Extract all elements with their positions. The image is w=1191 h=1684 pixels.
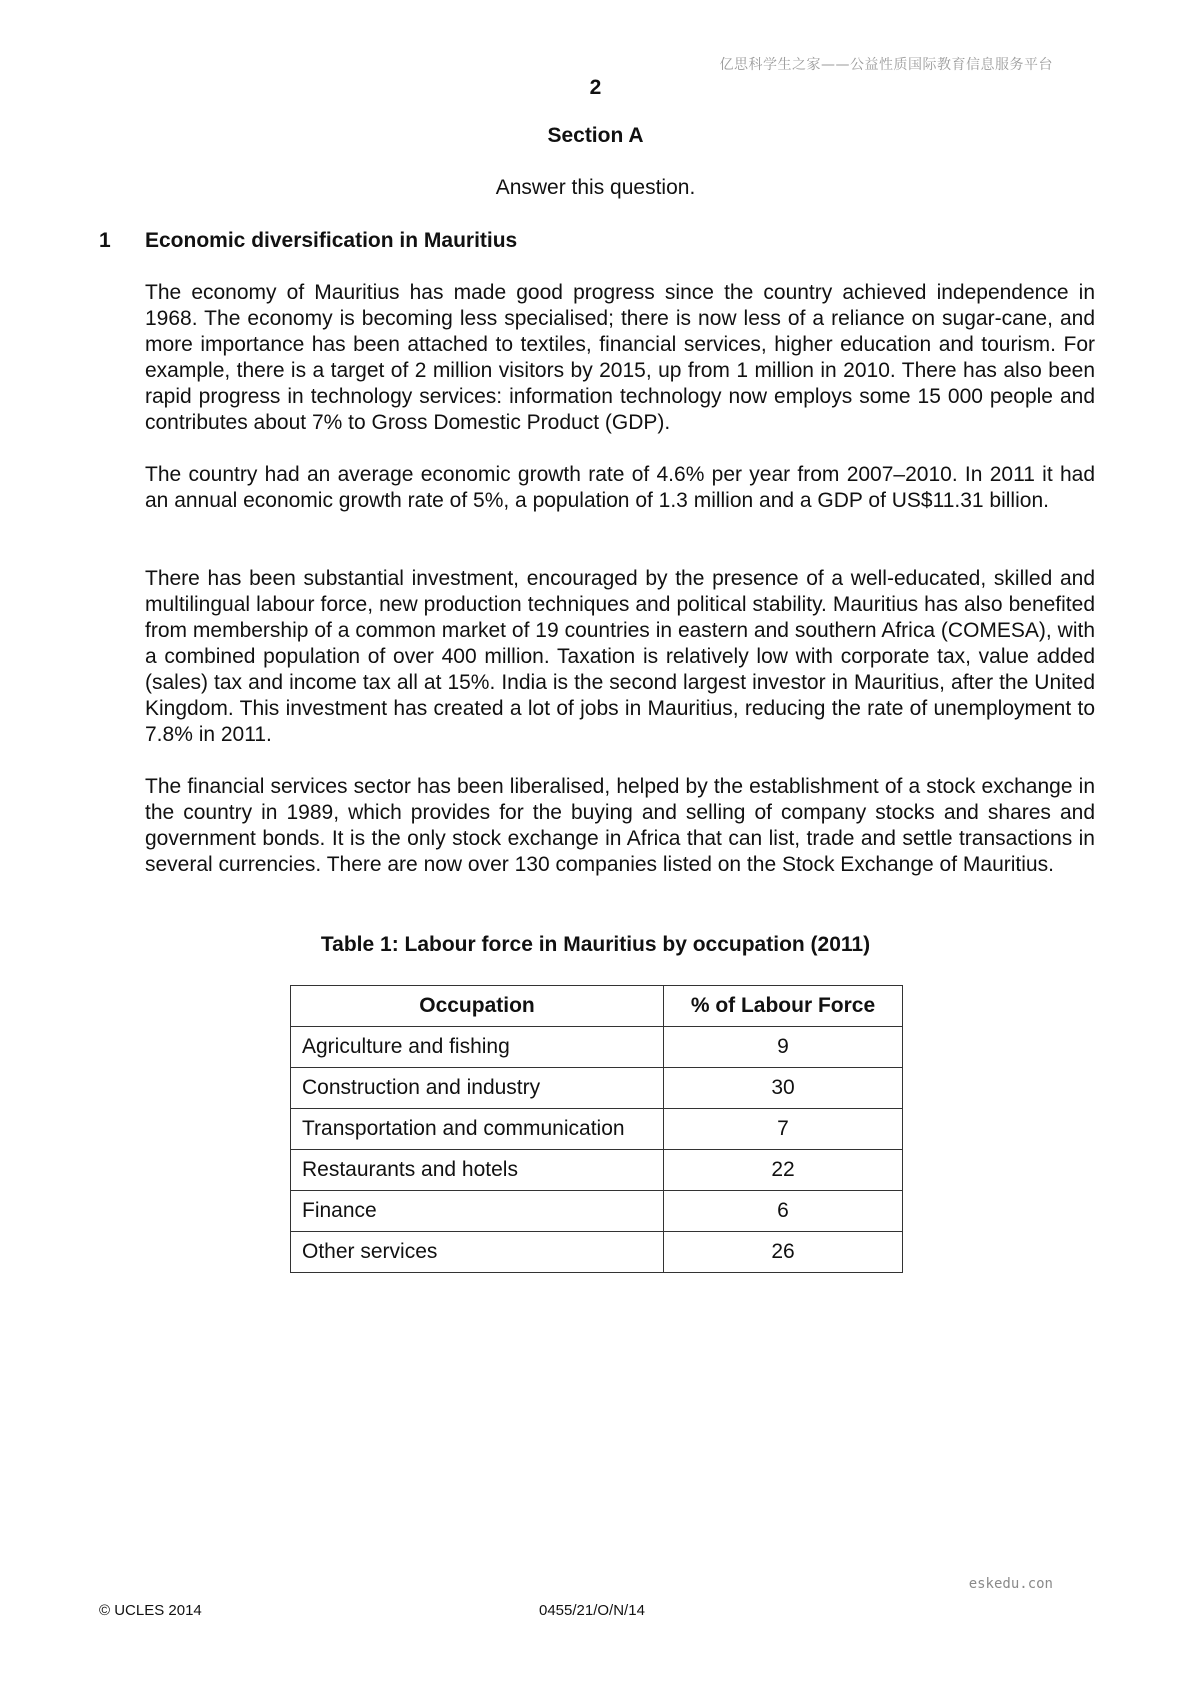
table-row: [291, 1109, 903, 1150]
occupation-cell: Construction and industry: [291, 1068, 664, 1109]
page-number: 2: [589, 76, 602, 99]
occupation-cell: Agriculture and fishing: [291, 1027, 664, 1068]
paragraph: There has been substantial investment, encouraged by the presence of a well-educated, skilled and multilingual labour force, new production techniques and political stability. Mauritius has also benefited from membership of a common market of 19 countries in eastern and southern Africa (COMESA), with a combined population of over 400 million. Taxation is relatively low with corporate tax, value added (sales) tax and income tax all at 15%. India is the second largest investor in Mauritius, after the United Kingdom. This investment has created a lot of jobs in Mauritius, reducing the rate of unemployment to 7.8% in 2011.: [145, 567, 1095, 746]
instruction-text: Answer this question.: [495, 176, 696, 199]
percent-cell: 6: [664, 1191, 903, 1232]
percent-cell: 7: [664, 1109, 903, 1150]
section-title: Section A: [547, 124, 644, 147]
percent-cell: 9: [664, 1027, 903, 1068]
copyright-notice: © UCLES 2014: [99, 1602, 202, 1619]
paragraph: The country had an average economic growth rate of 4.6% per year from 2007–2010. In 2011 it had an annual economic growth rate of 5%, a population of 1.3 million and a GDP of US$11.31 billion.: [145, 463, 1095, 512]
occupation-cell: Other services: [291, 1232, 664, 1273]
table-caption: Table 1: Labour force in Mauritius by occupation (2011): [320, 933, 871, 956]
paragraph: The financial services sector has been liberalised, helped by the establishment of a stock exchange in the country in 1989, which provides for the buying and selling of company stocks and shares and government bonds. It is the only stock exchange in Africa that can list, trade and settle transactions in several currencies. There are now over 130 companies listed on the Stock Exchange of Mauritius.: [145, 775, 1095, 876]
labour-force-table: [290, 985, 903, 1273]
table-row: [291, 1191, 903, 1232]
footer-watermark: eskedu.con: [968, 1576, 1053, 1592]
paper-code: 0455/21/O/N/14: [539, 1602, 645, 1619]
table-row: [291, 1068, 903, 1109]
question-title: Economic diversification in Mauritius: [145, 229, 518, 252]
percent-cell: 22: [664, 1150, 903, 1191]
percent-cell: 26: [664, 1232, 903, 1273]
occupation-cell: Finance: [291, 1191, 664, 1232]
paragraph: The economy of Mauritius has made good progress since the country achieved independence in 1968. The economy is becoming less specialised; there is now less of a reliance on sugar-cane, and more importance has been attached to textiles, financial services, higher education and tourism. For example, there is a target of 2 million visitors by 2015, up from 1 million in 2010. There has also been rapid progress in technology services: information technology now employs some 15 000 people and contributes about 7% to Gross Domestic Product (GDP).: [145, 281, 1095, 434]
column-header-occupation: Occupation: [291, 986, 664, 1027]
occupation-cell: Restaurants and hotels: [291, 1150, 664, 1191]
table-row: [291, 1027, 903, 1068]
table-row: [291, 1232, 903, 1273]
percent-cell: 30: [664, 1068, 903, 1109]
table-header-row: [291, 986, 903, 1027]
header-watermark: 亿思科学生之家——公益性质国际教育信息服务平台: [719, 57, 1053, 73]
table-row: [291, 1150, 903, 1191]
question-number: 1: [99, 229, 111, 252]
occupation-cell: Transportation and communication: [291, 1109, 664, 1150]
column-header-percent: % of Labour Force: [664, 986, 903, 1027]
